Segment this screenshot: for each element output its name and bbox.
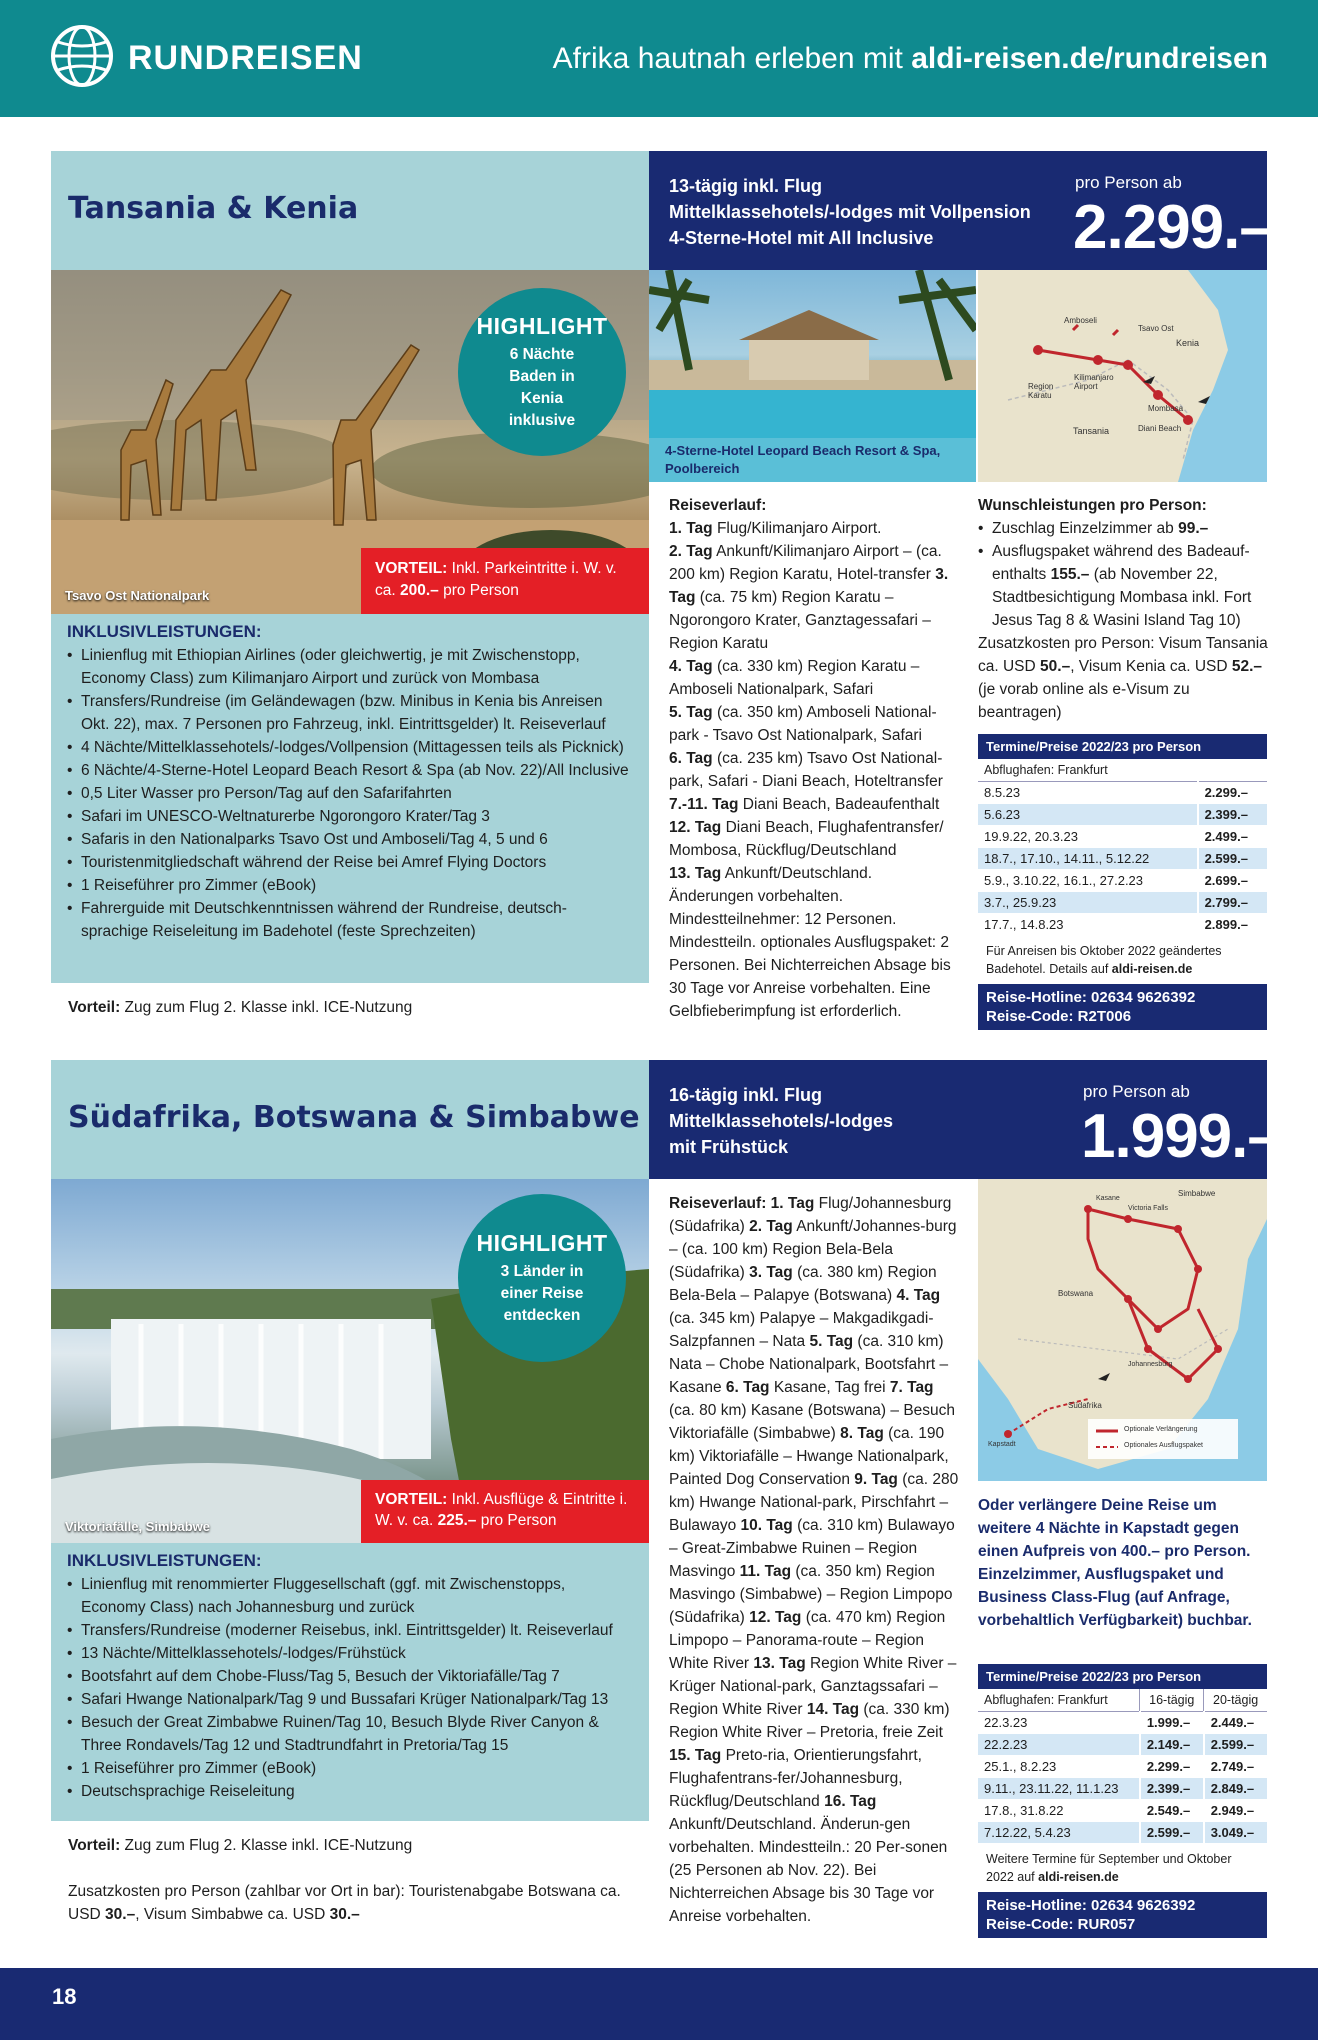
trip1-vorteil-zug xyxy=(68,996,412,1019)
trip2-map-label-simbabwe: Simbabwe xyxy=(1178,1189,1216,1198)
trip1-banner-line-1: 13-tägig inkl. Flug xyxy=(669,176,823,196)
trip2-col-20: 20-tägig xyxy=(1204,1689,1267,1711)
trip2-title-box xyxy=(51,1060,649,1179)
trip2-map-label-victoria-falls: Victoria Falls xyxy=(1128,1205,1168,1212)
trip1-banner-line-2: Mittelklassehotels/-lodges mit Vollpension xyxy=(669,202,1031,222)
trip2-reiseverlauf-title: Reiseverlauf: xyxy=(669,1195,767,1212)
trip1-map-label-kenia: Kenia xyxy=(1176,338,1200,348)
trip1-inkl-box xyxy=(51,614,649,983)
table-row: 18.7., 17.10., 14.11., 5.12.22 2.599.– xyxy=(978,847,1267,869)
trip1-photo-caption: Tsavo Ost Nationalpark xyxy=(65,588,210,603)
trip1-inkl-item: • Transfers/Rundreise (im Geländewagen (bzw. Minibus in Kenia bis Anreisen Okt. 22), max. 7 Personen pro Fahrzeug, inkl. Eintrittsgelder) lt. Reiseverlauf xyxy=(67,690,633,736)
tagline-prefix: Afrika hautnah erleben mit xyxy=(552,42,912,75)
trip2-reiseverlauf: Reiseverlauf: 1. Tag Flug/Johannesburg (Südafrika) 2. Tag Ankunft/Johannes-burg – (ca. 100 km) Region Bela-Bela (Südafrika) 3. Tag (ca. 380 km) Region Bela-Bela – Palapye (Botswana) 4. Tag (ca. 345 km) Palapye – Makgadikgadi-Salzpfannen – Nata 5. Tag (ca. 310 km) Nata – Chobe Nationalpark, Bootsfahrt – Kasane 6. Tag Kasane, Tag frei 7. Tag (ca. 80 km) Kasane (Botswana) – Besuch Viktoriafälle (Simbabwe) 8. Tag (ca. 190 km) Viktoriafälle – Hwange Nationalpark, Painted Dog Conservation 9. Tag (ca. 280 km) Hwange National-park, Pirschfahrt – Bulawayo 10. Tag (ca. 310 km) Bulawayo – Great-Zimbabwe Ruinen – Region Masvingo 11. Tag (ca. 350 km) Region Masvingo (Simbabwe) – Region Limpopo (Südafrika) 12. Tag (ca. 470 km) Region Limpopo – Panorama-route – Region White River 13. Tag Region White River – Krüger National-park, Ganztagssafari – Region White River 14. Tag (ca. 330 km) Region White River – Pretoria, freie Zeit 15. Tag Preto-ria, Orientierungsfahrt, Flughafentrans-fer/Johannesburg, Rückflug/Deutschland 16. Tag Ankunft/Deutschland. Änderun-gen vorbehalten. Mindestteiln.: 20 Per-sonen (25 Personen ab Nov. 22). Bei Nichterreichen Absage bis 30 Tage vor Anreise vorbehalten. xyxy=(669,1195,959,1925)
trip1-highlight-badge xyxy=(458,288,626,456)
trip1-day-text: (ca. 350 km) Amboseli National-park - Tsavo Ost Nationalpark, Safari xyxy=(669,704,937,744)
trip1-inkl-item: • Safaris in den Nationalparks Tsavo Ost und Amboseli/Tag 4, 5 und 6 xyxy=(67,828,633,851)
trip1-day-label: 3. Tag xyxy=(669,566,949,606)
trip2-table-title: Termine/Preise 2022/23 pro Person xyxy=(978,1664,1267,1689)
trip1-code: Reise-Code: R2T006 xyxy=(986,1007,1132,1025)
trip1-vorteil2-label: Vorteil: xyxy=(68,999,121,1016)
trip2-inkl-item: • Linienflug mit renommierter Fluggesellschaft (ggf. mit Zwischenstopps, Economy Class) nach Johannesburg und zurück xyxy=(67,1573,633,1619)
trip2-inkl-title: INKLUSIVLEISTUNGEN: xyxy=(67,1551,262,1570)
trip2-price-table xyxy=(978,1664,1267,1938)
table-row: 22.2.23 2.149.– 2.599.– xyxy=(978,1733,1267,1755)
trip1-wunsch-item: • Zuschlag Einzelzimmer ab 99.– xyxy=(978,517,1268,540)
trip2-map xyxy=(978,1179,1267,1481)
trip1-inkl-item: • Safari im UNESCO-Weltnaturerbe Ngorongoro Krater/Tag 3 xyxy=(67,805,633,828)
trip1-vorteil-amount: 200.– xyxy=(399,582,439,599)
trip1-vorteil-suffix: pro Person xyxy=(438,582,519,599)
trip1-inkl-item: • 6 Nächte/4-Sterne-Hotel Leopard Beach Resort & Spa (ab Nov. 22)/All Inclusive xyxy=(67,759,633,782)
trip1-table-sub: Abflughafen: Frankfurt xyxy=(978,759,1267,781)
trip1-banner-line-3: 4-Sterne-Hotel mit All Inclusive xyxy=(669,228,934,248)
trip2-col-16: 16-tägig xyxy=(1140,1689,1204,1711)
trip1-day-text: (ca. 75 km) Region Karatu – Ngorongoro Krater, Ganztagessafari – Region Karatu xyxy=(669,589,931,652)
trip1-map-label-diani: Diani Beach xyxy=(1138,424,1182,433)
trip2-highlight-badge xyxy=(458,1194,626,1362)
trip2-inkl-list xyxy=(67,1573,633,1803)
trip2-vorteil-box xyxy=(361,1480,649,1543)
trip2-banner-line-3: mit Frühstück xyxy=(669,1137,789,1157)
trip1-reiseverlauf xyxy=(669,494,959,1023)
trip1-inkl-title: INKLUSIVLEISTUNGEN: xyxy=(67,622,262,641)
trip1-day-label: 5. Tag xyxy=(669,704,713,721)
trip2-code: Reise-Code: RUR057 xyxy=(986,1915,1136,1933)
table-row: 7.12.22, 5.4.23 2.599.– 3.049.– xyxy=(978,1821,1267,1843)
trip2-inkl-item: • Safari Hwange Nationalpark/Tag 9 und Bussafari Krüger Nationalpark/Tag 13 xyxy=(67,1688,633,1711)
trip2-vorteil-amount: 225.– xyxy=(437,1512,477,1529)
trip1-day-label: 13. Tag xyxy=(669,865,722,882)
trip1-inkl-item: • 4 Nächte/Mittelklassehotels/-lodges/Vollpension (Mittagessen teils als Picknick) xyxy=(67,736,633,759)
trip1-day-text: (ca. 330 km) Region Karatu – Amboseli Nationalpark, Safari xyxy=(669,658,920,698)
trip1-vorteil-text: Inkl. Parkeintritte i. W. v. ca. xyxy=(375,560,617,599)
trip2-inkl-item: • Deutschsprachige Reiseleitung xyxy=(67,1780,633,1803)
trip1-inkl-item: • 0,5 Liter Wasser pro Person/Tag auf den Safarifahrten xyxy=(67,782,633,805)
table-row: 9.11., 23.11.22, 11.1.23 2.399.– 2.849.– xyxy=(978,1777,1267,1799)
trip1-title: Tansania & Kenia xyxy=(68,191,359,226)
table-row: 5.9., 3.10.22, 16.1., 27.2.23 2.699.– xyxy=(978,869,1267,891)
trip2-map-label-johannesburg: Johannesburg xyxy=(1128,1361,1173,1368)
trip1-day-text: Ankunft/Deutschland. Änderungen vorbehalten. Mindestteilnehmer: 12 Personen. Mindestteiln. optionales Ausflugspaket: 2 Personen. Bei Nichterreichen Absage bis 30 Tage vor Anreise vorbehalten. Eine Gelbfieberimpfung ist erforderlich. xyxy=(669,865,951,1020)
trip2-map-label-kasane: Kasane xyxy=(1096,1195,1120,1202)
trip2-title: Südafrika, Botswana & Simbabwe xyxy=(68,1100,640,1135)
trip1-title-box xyxy=(51,151,649,270)
brand[interactable] xyxy=(50,24,363,93)
trip2-table-note-link[interactable]: aldi-reisen.de xyxy=(1038,1869,1119,1884)
trip1-map-label-tansania: Tansania xyxy=(1073,426,1110,436)
trip1-day-label: 7.-11. Tag xyxy=(669,796,739,813)
header-tagline xyxy=(553,42,1268,76)
trip1-day-label: 4. Tag xyxy=(669,658,713,675)
trip2-inkl-item: • Transfers/Rundreise (moderner Reisebus, inkl. Eintrittsgelder) lt. Reiseverlauf xyxy=(67,1619,633,1642)
table-row: 5.6.23 2.399.– xyxy=(978,803,1267,825)
trip1-price-label: pro Person ab xyxy=(1075,173,1182,192)
trip1-day-text: Ankunft/Kilimanjaro Airport – (ca. 200 km) Region Karatu, Hotel-transfer xyxy=(669,543,942,583)
trip1-zusatzkosten: Zusatzkosten pro Person: Visum Tansania ca. USD 50.–, Visum Kenia ca. USD 52.– (je vorab online als e-Visum zu beantragen) xyxy=(978,635,1268,721)
trip1-day-text: Flug/Kilimanjaro Airport. xyxy=(712,520,882,537)
table-row: 22.3.23 1.999.– 2.449.– xyxy=(978,1711,1267,1733)
trip1-inkl-item: • Touristenmitgliedschaft während der Reise bei Amref Flying Doctors xyxy=(67,851,633,874)
trip1-hotline[interactable]: Reise-Hotline: 02634 9626392 xyxy=(986,988,1196,1006)
trip2-vorteil-text: Inkl. Ausflüge & Eintritte i. W. v. ca. xyxy=(375,1491,628,1529)
trip1-day-text: Diani Beach, Flughafentransfer/ Mombosa, Rückflug/Deutschland xyxy=(669,819,944,859)
trip1-wunschleistungen xyxy=(978,494,1268,724)
trip2-map-label-kapstadt: Kapstadt xyxy=(988,1441,1016,1448)
tagline-link[interactable]: aldi-reisen.de/rundreisen xyxy=(911,42,1268,75)
trip2-vorteil-suffix: pro Person xyxy=(476,1512,557,1529)
trip1-day-text: Diani Beach, Badeaufenthalt xyxy=(738,796,940,813)
trip2-highlight-text: 3 Länder in einer Reise entdecken xyxy=(500,1262,584,1324)
trip2-highlight-title: HIGHLIGHT xyxy=(476,1229,608,1256)
table-row: 3.7., 25.9.23 2.799.– xyxy=(978,891,1267,913)
trip1-map-label-kilimanjaro: Kilimanjaro Airport xyxy=(1074,373,1114,391)
trip1-inkl-item: • Linienflug mit Ethiopian Airlines (oder gleichwertig, je mit Zwischenstopp, Economy Class) zum Kilimanjaro Airport und zurück von Mombasa xyxy=(67,644,633,690)
trip2-map-legend-2: Optionales Ausflugspaket xyxy=(1124,1442,1203,1449)
trip2-table-sub: Abflughafen: Frankfurt xyxy=(978,1689,1140,1711)
trip1-day-label: 1. Tag xyxy=(669,520,713,537)
trip1-vorteil-box xyxy=(361,548,649,614)
trip2-vorteil-label: VORTEIL: xyxy=(375,1491,448,1508)
trip1-map-label-karatu: Region Karatu xyxy=(1028,382,1054,400)
trip2-hotline-box xyxy=(978,1892,1267,1938)
table-row: 17.7., 14.8.23 2.899.– xyxy=(978,913,1267,935)
table-row: 8.5.23 2.299.– xyxy=(978,781,1267,803)
trip1-hotel-caption: 4-Sterne-Hotel Leopard Beach Resort & Spa, Poolbereich xyxy=(649,438,976,482)
trip1-map-label-tsavo: Tsavo Ost xyxy=(1138,324,1174,333)
trip2-map-label-suedafrika: Südafrika xyxy=(1068,1401,1102,1410)
trip2-banner xyxy=(649,1060,1281,1179)
trip2-vorteil-zug xyxy=(68,1834,412,1857)
trip1-hotel-photo xyxy=(649,270,976,482)
table-row: 25.1., 8.2.23 2.299.– 2.749.– xyxy=(978,1755,1267,1777)
trip1-table-note: Für Anreisen bis Oktober 2022 geändertes Badehotel. Details auf aldi-reisen.de xyxy=(986,943,1222,976)
trip1-map xyxy=(978,270,1267,482)
trip2-banner-line-1: 16-tägig inkl. Flug xyxy=(669,1085,823,1105)
trip1-table-note-link[interactable]: aldi-reisen.de xyxy=(1111,961,1193,976)
trip1-price-table xyxy=(978,734,1267,1030)
trip2-vorteil2-text: Zug zum Flug 2. Klasse inkl. ICE-Nutzung xyxy=(120,1837,413,1854)
trip2-inkl-item: • 13 Nächte/Mittelklassehotels/-lodges/Frühstück xyxy=(67,1642,633,1665)
trip1-highlight-title: HIGHLIGHT xyxy=(476,312,608,339)
trip2-photo-caption: Viktoriafälle, Simbabwe xyxy=(65,1519,210,1534)
trip2-inkl-item: • Bootsfahrt auf dem Chobe-Fluss/Tag 5, Besuch der Viktoriafälle/Tag 7 xyxy=(67,1665,633,1688)
table-row: 17.8., 31.8.22 2.549.– 2.949.– xyxy=(978,1799,1267,1821)
brand-title: RUNDREISEN xyxy=(128,39,363,77)
trip1-map-label-mombasa: Mombasa xyxy=(1148,404,1184,413)
trip2-zusatzkosten: Zusatzkosten pro Person (zahlbar vor Ort in bar): Touristenabgabe Botswana ca. USD 30.–, Visum Simbabwe ca. USD 30.– xyxy=(68,1883,621,1923)
trip1-day-label: 6. Tag xyxy=(669,750,713,767)
trip2-banner-line-2: Mittelklassehotels/-lodges xyxy=(669,1111,894,1131)
trip2-map-label-botswana: Botswana xyxy=(1058,1289,1094,1298)
trip1-reiseverlauf-title: Reiseverlauf: xyxy=(669,497,767,514)
trip1-table-title: Termine/Preise 2022/23 pro Person xyxy=(978,734,1267,759)
trip1-banner xyxy=(649,151,1273,270)
table-row: 19.9.22, 20.3.23 2.499.– xyxy=(978,825,1267,847)
trip2-price-label: pro Person ab xyxy=(1083,1082,1190,1101)
trip2-price: 1.999.– xyxy=(1081,1102,1281,1171)
trip2-vorteil2-label: Vorteil: xyxy=(68,1837,121,1854)
trip1-inkl-item: • 1 Reiseführer pro Zimmer (eBook) xyxy=(67,874,633,897)
trip2-extension-text: Oder verlängere Deine Reise um weitere 4 Nächte in Kapstadt gegen einen Aufpreis von 400.– pro Person. Einzelzimmer, Ausflugspaket und Business Class-Flug (auf Anfrage, vorbehaltlich Verfügbarkeit) buchbar. xyxy=(978,1497,1252,1629)
trip2-inkl-box xyxy=(51,1543,649,1821)
trip1-day-label: 12. Tag xyxy=(669,819,722,836)
trip1-vorteil2-text: Zug zum Flug 2. Klasse inkl. ICE-Nutzung xyxy=(120,999,413,1016)
trip1-map-label-amboseli: Amboseli xyxy=(1064,316,1097,325)
trip1-day-text: (ca. 235 km) Tsavo Ost National-park, Safari - Diani Beach, Hoteltransfer xyxy=(669,750,943,790)
trip2-hotline[interactable]: Reise-Hotline: 02634 9626392 xyxy=(986,1896,1196,1914)
trip1-wunsch-item: • Ausflugspaket während des Badeauf-enthalts 155.– (ab November 22, Stadtbesichtigung Mombasa inkl. Fort Jesus Tag 8 & Wasini Island Tag 10) xyxy=(978,540,1268,632)
trip1-inkl-list xyxy=(67,644,633,943)
trip1-wunsch-title: Wunschleistungen pro Person: xyxy=(978,497,1207,514)
trip2-table-note: Weitere Termine für September und Oktober 2022 auf aldi-reisen.de xyxy=(986,1851,1232,1884)
trip1-price: 2.299.– xyxy=(1073,193,1273,262)
trip1-vorteil-label: VORTEIL: xyxy=(375,560,448,577)
trip2-map-legend-1: Optionale Verlängerung xyxy=(1124,1426,1198,1433)
footer-bar xyxy=(0,1968,1318,2040)
trip1-inkl-item: • Fahrerguide mit Deutschkenntnissen während der Rundreise, deutsch-sprachige Reiseleitung im Badehotel (feste Sprechzeiten) xyxy=(67,897,633,943)
trip2-inkl-item: • 1 Reiseführer pro Zimmer (eBook) xyxy=(67,1757,633,1780)
trip2-inkl-item: • Besuch der Great Zimbabwe Ruinen/Tag 10, Besuch Blyde River Canyon & Three Rondavels/Tag 12 und Stadtrundfahrt in Pretoria/Tag 15 xyxy=(67,1711,633,1757)
page-number: 18 xyxy=(52,1984,77,2009)
trip1-day-label: 2. Tag xyxy=(669,543,713,560)
globe-icon xyxy=(50,24,114,93)
trip1-highlight-text: 6 Nächte Baden in Kenia inklusive xyxy=(508,345,576,429)
trip1-hotline-box xyxy=(978,984,1267,1030)
